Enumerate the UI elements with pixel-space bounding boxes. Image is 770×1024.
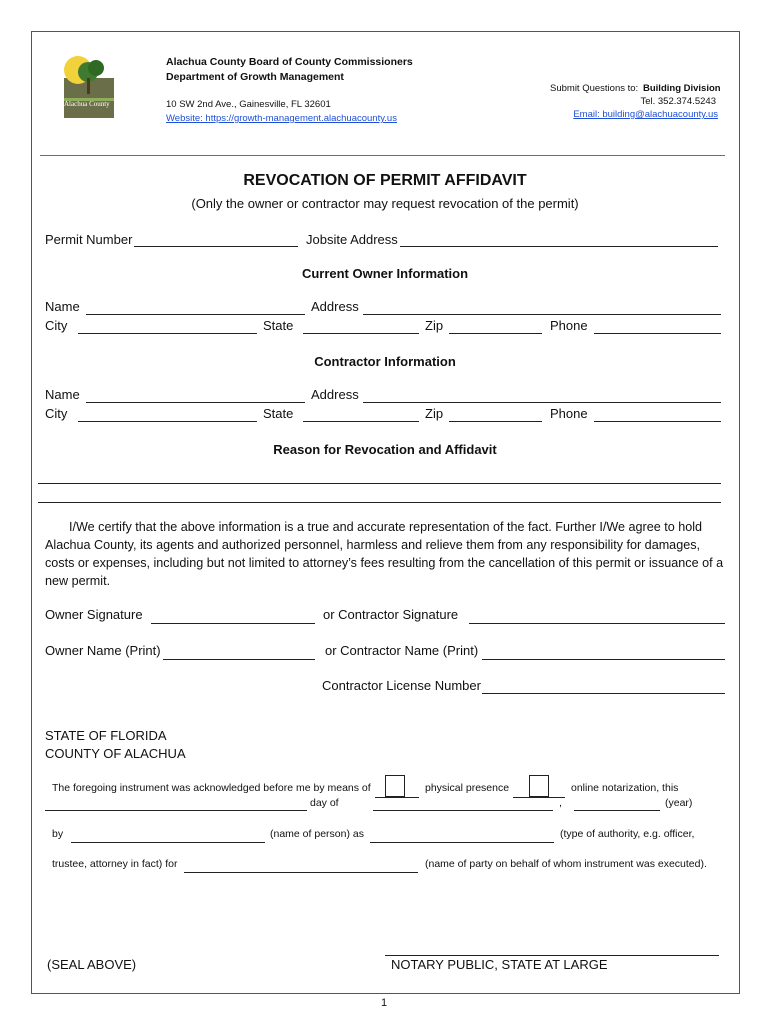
year-label: (year) bbox=[665, 797, 693, 809]
org-line-2: Department of Growth Management bbox=[166, 71, 344, 83]
owner-state-field[interactable] bbox=[303, 333, 419, 334]
contractor-city-label: City bbox=[45, 406, 68, 421]
name-of-party-label: (name of party on behalf of whom instrument was executed). bbox=[425, 858, 707, 870]
contractor-state-field[interactable] bbox=[303, 421, 419, 422]
org-line-1: Alachua County Board of County Commissioners bbox=[166, 56, 413, 68]
contractor-signature-field[interactable] bbox=[469, 623, 725, 624]
owner-name-field[interactable] bbox=[86, 314, 305, 315]
physical-presence-checkbox[interactable] bbox=[385, 775, 405, 797]
name-of-person-label: (name of person) as bbox=[270, 828, 364, 840]
contractor-name-print-label: or Contractor Name (Print) bbox=[325, 643, 479, 658]
reason-line-2[interactable] bbox=[38, 502, 721, 503]
contractor-name-label: Name bbox=[45, 387, 80, 402]
jobsite-address-field[interactable] bbox=[400, 246, 718, 247]
ack-prefix: The foregoing instrument was acknowledged before me by means of bbox=[52, 782, 371, 794]
division-name: Building Division bbox=[643, 83, 721, 94]
division-phone: Tel. 352.374.5243 bbox=[640, 96, 716, 107]
owner-section-heading: Current Owner Information bbox=[301, 266, 469, 281]
day-field[interactable] bbox=[45, 810, 307, 811]
website-link[interactable]: Website: https://growth-management.alachuacounty.us bbox=[166, 113, 397, 124]
trustee-label: trustee, attorney in fact) for bbox=[52, 858, 178, 870]
page-number: 1 bbox=[381, 997, 388, 1009]
county-logo-icon bbox=[60, 52, 118, 122]
date-comma: , bbox=[559, 797, 562, 809]
contractor-state-label: State bbox=[263, 406, 294, 421]
reason-heading: Reason for Revocation and Affidavit bbox=[273, 442, 497, 457]
contractor-address-field[interactable] bbox=[363, 402, 721, 403]
form-title: REVOCATION OF PERMIT AFFIDAVIT bbox=[243, 172, 527, 189]
notary-state: STATE OF FLORIDA bbox=[45, 728, 167, 743]
owner-phone-label: Phone bbox=[550, 318, 588, 333]
day-of-label: day of bbox=[310, 797, 339, 809]
owner-phone-field[interactable] bbox=[594, 333, 721, 334]
by-label: by bbox=[52, 828, 64, 840]
physical-presence-label: physical presence bbox=[425, 782, 510, 794]
owner-address-field[interactable] bbox=[363, 314, 721, 315]
owner-state-label: State bbox=[263, 318, 294, 333]
person-name-field[interactable] bbox=[71, 842, 265, 843]
license-number-field[interactable] bbox=[482, 693, 725, 694]
year-field[interactable] bbox=[574, 810, 660, 811]
owner-name-label: Name bbox=[45, 299, 80, 314]
contractor-address-label: Address bbox=[311, 387, 359, 402]
owner-city-field[interactable] bbox=[78, 333, 257, 334]
contractor-section-heading: Contractor Information bbox=[314, 354, 456, 369]
notary-public-label: NOTARY PUBLIC, STATE AT LARGE bbox=[391, 957, 608, 972]
seal-label: (SEAL ABOVE) bbox=[47, 957, 137, 972]
contractor-zip-label: Zip bbox=[425, 406, 444, 421]
notary-county: COUNTY OF ALACHUA bbox=[45, 746, 186, 761]
contractor-signature-label: or Contractor Signature bbox=[323, 607, 459, 622]
online-notarization-label: online notarization, this bbox=[571, 782, 679, 794]
office-address: 10 SW 2nd Ave., Gainesville, FL 32601 bbox=[166, 99, 331, 110]
submit-label: Submit Questions to: bbox=[550, 83, 639, 94]
contractor-phone-label: Phone bbox=[550, 406, 588, 421]
party-name-field[interactable] bbox=[184, 872, 418, 873]
owner-city-label: City bbox=[45, 318, 68, 333]
contractor-zip-field[interactable] bbox=[449, 421, 542, 422]
notary-signature-field[interactable] bbox=[385, 955, 719, 956]
owner-name-print-label: Owner Name (Print) bbox=[45, 643, 161, 658]
owner-signature-label: Owner Signature bbox=[45, 607, 143, 622]
type-of-authority-label: (type of authority, e.g. officer, bbox=[560, 828, 695, 840]
jobsite-address-label: Jobsite Address bbox=[306, 232, 398, 247]
header-divider bbox=[40, 155, 725, 156]
owner-zip-label: Zip bbox=[425, 318, 444, 333]
owner-signature-field[interactable] bbox=[151, 623, 315, 624]
contractor-city-field[interactable] bbox=[78, 421, 257, 422]
ack-blank-1 bbox=[375, 797, 419, 798]
online-notarization-checkbox[interactable] bbox=[529, 775, 549, 797]
owner-address-label: Address bbox=[311, 299, 359, 314]
form-subtitle: (Only the owner or contractor may request revocation of the permit) bbox=[191, 196, 579, 211]
license-number-label: Contractor License Number bbox=[322, 678, 481, 693]
reason-line-1[interactable] bbox=[38, 483, 721, 484]
contractor-phone-field[interactable] bbox=[594, 421, 721, 422]
permit-number-label: Permit Number bbox=[45, 232, 133, 247]
contractor-name-field[interactable] bbox=[86, 402, 305, 403]
permit-number-field[interactable] bbox=[134, 246, 298, 247]
month-field[interactable] bbox=[373, 810, 553, 811]
certify-paragraph: I/We certify that the above information is a true and accurate representation of the fact. Further I/We agree to hold Alachua County, its agents and authorized personnel, harmless and relieve them from any responsibility for damages, costs or expenses, including but not limited to attorney’s fees resulting from the cancellation of this permit or issuance of a new permit. bbox=[45, 520, 724, 588]
owner-name-print-field[interactable] bbox=[163, 659, 315, 660]
owner-zip-field[interactable] bbox=[449, 333, 542, 334]
logo-text: Alachua County bbox=[64, 100, 110, 108]
contractor-name-print-field[interactable] bbox=[482, 659, 725, 660]
ack-blank-2 bbox=[513, 797, 565, 798]
email-link[interactable]: Email: building@alachuacounty.us bbox=[573, 109, 718, 120]
authority-type-field[interactable] bbox=[370, 842, 554, 843]
